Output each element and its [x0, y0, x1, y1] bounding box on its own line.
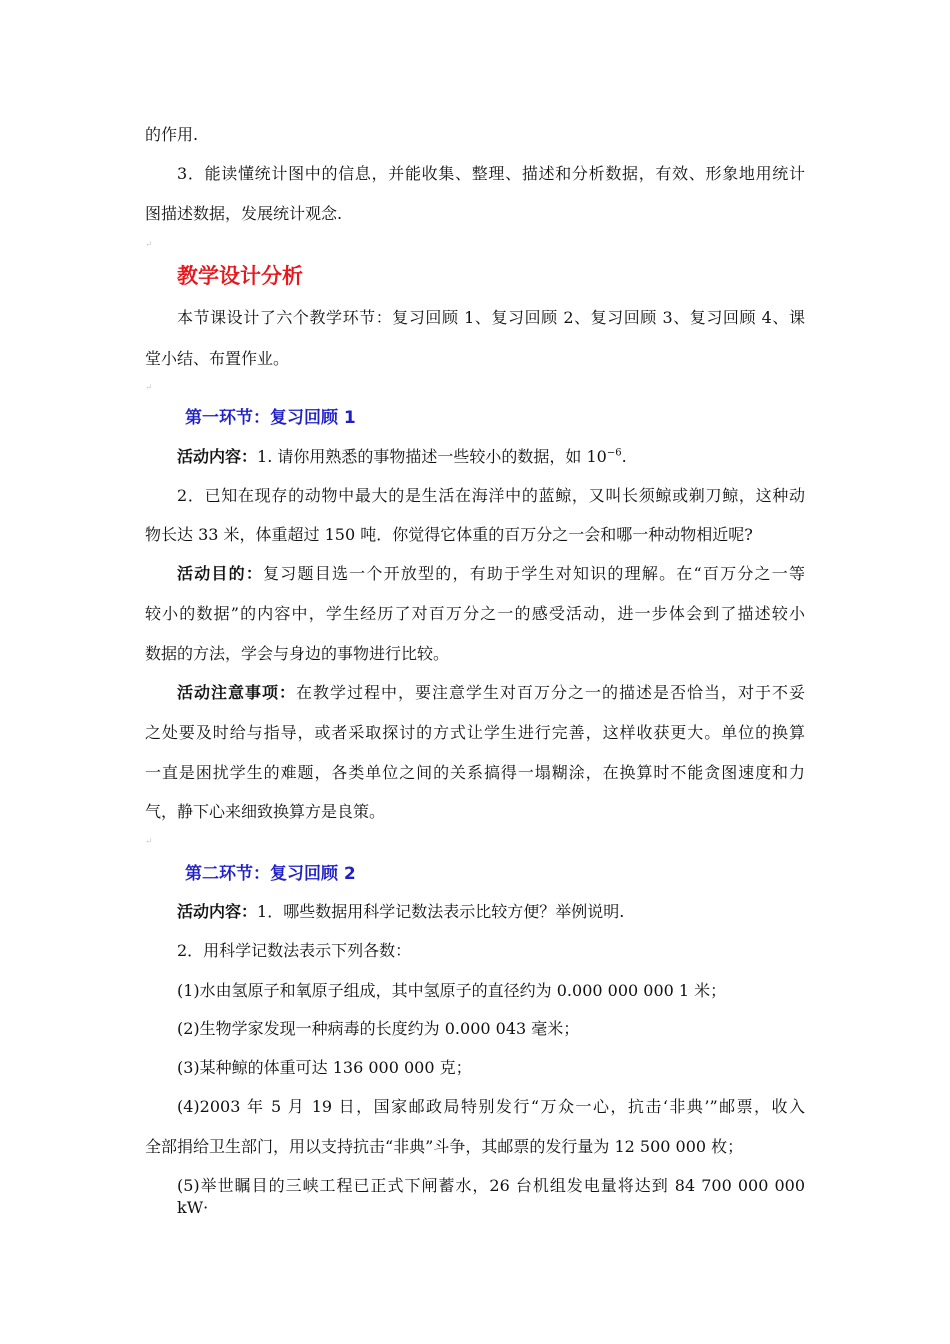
paragraph-line: 气，静下心来细致换算方是良策。: [145, 802, 386, 821]
list-item: (4)2003 年 5 月 19 日，国家邮政局特别发行“万众一心，抗击‘非典’”邮票，收入: [177, 1097, 805, 1116]
question-2-text: 2．已知在现存的动物中最大的是生活在海洋中的蓝鲸，又叫长须鲸或剃刀鲸，这种动: [177, 486, 805, 505]
paragraph-line: [177, 163, 805, 185]
activity-notes-line: [177, 682, 805, 704]
paragraph-line: 物长达 33 米，体重超过 150 吨．你觉得它体重的百万分之一会和哪一种动物相近呢?: [145, 525, 753, 544]
activity-purpose-line: [177, 563, 805, 585]
paragraph-line: 全部捐给卫生部门，用以支持抗击“非典”斗争，其邮票的发行量为 12 500 000 枚；: [145, 1137, 744, 1156]
paragraph-line: 之处要及时给与指导，或者采取探讨的方式让学生进行完善，这样收获更大。单位的换算: [145, 723, 805, 742]
activity-content-line: 活动内容：1. 请你用熟悉的事物描述一些较小的数据，如 $10^{-6}$.: [177, 447, 627, 466]
activity-content-text: 1. 请你用熟悉的事物描述一些较小的数据，如 10: [257, 447, 607, 466]
paragraph-line: [177, 485, 805, 507]
activity-notes-text: 在教学过程中，要注意学生对百万分之一的描述是否恰当，对于不妥: [296, 683, 805, 702]
list-item: (5)举世瞩目的三峡工程已正式下闸蓄水，26 台机组发电量将达到 84 700 000 000 kW·: [177, 1176, 805, 1217]
paragraph-line: 图描述数据，发展统计观念.: [145, 204, 343, 223]
paragraph-mark: ↵: [145, 383, 153, 393]
paragraph-mark: ↵: [145, 837, 153, 847]
activity-content-text: 1．哪些数据用科学记数法表示比较方便？举例说明.: [257, 902, 625, 921]
design-summary-text: 本节课设计了六个教学环节：复习回顾 1、复习回顾 2、复习回顾 3、复习回顾 4、课: [177, 308, 805, 327]
list-item: (1)水由氢原子和氧原子组成，其中氢原子的直径约为 0.000 000 000 1 米；: [177, 981, 727, 1000]
activity-purpose-label: 活动目的：: [177, 564, 264, 583]
paragraph-line: 数据的方法，学会与身边的事物进行比较。: [145, 644, 450, 663]
paragraph-line: 一直是困扰学生的难题，各类单位之间的关系搞得一塌糊涂，在换算时不能贪图速度和力: [145, 763, 805, 782]
section-heading-review-2: 第二环节：复习回顾 2: [185, 864, 356, 884]
objective-3-text: 3．能读懂统计图中的信息，并能收集、整理、描述和分析数据，有效、形象地用统计: [177, 164, 805, 183]
activity-purpose-text: 复习题目选一个开放型的，有助于学生对知识的理解。在“百万分之一等: [263, 564, 805, 583]
paragraph-line: [177, 307, 805, 329]
section-heading-design-analysis: 教学设计分析: [177, 264, 303, 288]
paragraph-line: 2．用科学记数法表示下列各数：: [177, 941, 412, 960]
list-item: (2)生物学家发现一种病毒的长度约为 0.000 043 毫米；: [177, 1019, 580, 1038]
exponent: −6: [606, 447, 622, 459]
paragraph-line: 堂小结、布置作业。: [145, 349, 290, 368]
activity-content-line: [177, 901, 624, 923]
list-item: (3)某种鲸的体重可达 136 000 000 克；: [177, 1058, 472, 1077]
activity-content-label: 活动内容：: [177, 902, 258, 921]
activity-content-label: 活动内容：: [177, 447, 258, 466]
section-heading-review-1: 第一环节：复习回顾 1: [185, 408, 356, 428]
paragraph-line: 较小的数据”的内容中，学生经历了对百万分之一的感受活动，进一步体会到了描述较小: [145, 604, 805, 623]
activity-notes-label: 活动注意事项：: [177, 683, 296, 702]
paragraph-line: 的作用.: [145, 125, 199, 144]
paragraph-mark: ↵: [145, 240, 153, 250]
